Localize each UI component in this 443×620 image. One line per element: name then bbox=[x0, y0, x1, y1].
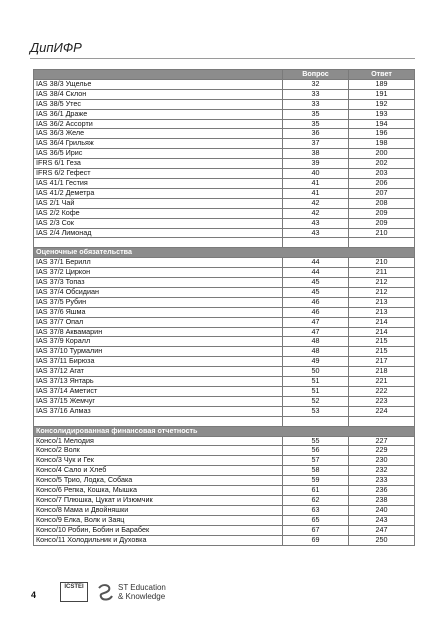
case-name-cell: IAS 37/13 Янтарь bbox=[34, 377, 283, 387]
question-page-cell: 63 bbox=[283, 505, 349, 515]
answer-page-cell: 227 bbox=[349, 436, 415, 446]
question-page-cell: 65 bbox=[283, 515, 349, 525]
table-row bbox=[34, 446, 415, 456]
answer-page-cell: 203 bbox=[349, 169, 415, 179]
question-page-cell: 55 bbox=[283, 436, 349, 446]
case-name-cell: Консо/8 Мама и Двойняшки bbox=[34, 505, 283, 515]
table-row bbox=[34, 99, 415, 109]
case-name-cell: IAS 37/8 Аквамарин bbox=[34, 327, 283, 337]
table-row bbox=[34, 357, 415, 367]
section-header-row bbox=[34, 426, 415, 436]
blank-cell bbox=[34, 238, 283, 248]
table-row bbox=[34, 486, 415, 496]
question-page-cell: 40 bbox=[283, 169, 349, 179]
question-page-cell: 38 bbox=[283, 149, 349, 159]
table-row bbox=[34, 89, 415, 99]
question-page-cell: 59 bbox=[283, 476, 349, 486]
case-name-cell: IAS 36/3 Желе bbox=[34, 129, 283, 139]
table-row bbox=[34, 396, 415, 406]
case-name-cell: Консо/7 Плюшка, Цукат и Изюмчик bbox=[34, 495, 283, 505]
table-row bbox=[34, 337, 415, 347]
case-name-cell: Консо/6 Репка, Кошка, Мышка bbox=[34, 486, 283, 496]
column-header-answer: Ответ bbox=[349, 70, 415, 80]
table-row bbox=[34, 228, 415, 238]
answer-page-cell: 210 bbox=[349, 258, 415, 268]
case-name-cell: IAS 37/7 Опал bbox=[34, 317, 283, 327]
column-header-topic bbox=[34, 70, 283, 80]
case-name-cell: Консо/1 Мелодия bbox=[34, 436, 283, 446]
question-page-cell: 35 bbox=[283, 109, 349, 119]
answer-page-cell: 212 bbox=[349, 278, 415, 288]
table-row bbox=[34, 149, 415, 159]
answer-page-cell: 238 bbox=[349, 495, 415, 505]
question-page-cell: 58 bbox=[283, 466, 349, 476]
case-name-cell: IAS 36/5 Ирис bbox=[34, 149, 283, 159]
table-row bbox=[34, 476, 415, 486]
table-row bbox=[34, 387, 415, 397]
question-page-cell: 46 bbox=[283, 297, 349, 307]
question-page-cell: 61 bbox=[283, 486, 349, 496]
case-name-cell: IAS 36/2 Ассорти bbox=[34, 119, 283, 129]
blank-spacer-row bbox=[34, 238, 415, 248]
answer-page-cell: 240 bbox=[349, 505, 415, 515]
answer-page-cell: 213 bbox=[349, 307, 415, 317]
table-row bbox=[34, 307, 415, 317]
question-page-cell: 52 bbox=[283, 396, 349, 406]
table-header-row bbox=[34, 70, 415, 80]
question-page-cell: 49 bbox=[283, 357, 349, 367]
case-name-cell: IAS 37/4 Обсидиан bbox=[34, 287, 283, 297]
table-row bbox=[34, 377, 415, 387]
answer-page-cell: 236 bbox=[349, 486, 415, 496]
case-name-cell: IAS 38/4 Склон bbox=[34, 89, 283, 99]
table-row bbox=[34, 278, 415, 288]
answer-page-cell: 210 bbox=[349, 228, 415, 238]
question-page-cell: 43 bbox=[283, 228, 349, 238]
table-row bbox=[34, 327, 415, 337]
question-page-cell: 48 bbox=[283, 337, 349, 347]
case-name-cell: IAS 37/14 Аметист bbox=[34, 387, 283, 397]
page-number: 4 bbox=[31, 590, 37, 600]
question-page-cell: 45 bbox=[283, 278, 349, 288]
answer-page-cell: 211 bbox=[349, 268, 415, 278]
table-row bbox=[34, 466, 415, 476]
table-row bbox=[34, 169, 415, 179]
question-page-cell: 36 bbox=[283, 129, 349, 139]
case-name-cell: Консо/3 Чук и Гек bbox=[34, 456, 283, 466]
section-title: Консолидированная финансовая отчетность bbox=[34, 426, 415, 436]
case-name-cell: IAS 36/1 Драже bbox=[34, 109, 283, 119]
answer-page-cell: 230 bbox=[349, 456, 415, 466]
answer-page-cell: 202 bbox=[349, 159, 415, 169]
question-page-cell: 56 bbox=[283, 446, 349, 456]
table-row bbox=[34, 139, 415, 149]
blank-cell bbox=[283, 238, 349, 248]
case-name-cell: IAS 2/3 Сок bbox=[34, 218, 283, 228]
section-header-row bbox=[34, 248, 415, 258]
answer-page-cell: 212 bbox=[349, 287, 415, 297]
table-row bbox=[34, 188, 415, 198]
question-page-cell: 53 bbox=[283, 406, 349, 416]
case-name-cell: IAS 37/1 Берилл bbox=[34, 258, 283, 268]
header-divider bbox=[30, 58, 415, 59]
table-row bbox=[34, 198, 415, 208]
table-row bbox=[34, 287, 415, 297]
answer-page-cell: 229 bbox=[349, 446, 415, 456]
answer-page-cell: 209 bbox=[349, 208, 415, 218]
answer-page-cell: 207 bbox=[349, 188, 415, 198]
question-page-cell: 44 bbox=[283, 258, 349, 268]
case-name-cell: IAS 38/5 Утес bbox=[34, 99, 283, 109]
case-name-cell: Консо/9 Елка, Волк и Заяц bbox=[34, 515, 283, 525]
case-name-cell: IAS 2/1 Чай bbox=[34, 198, 283, 208]
answer-page-cell: 215 bbox=[349, 347, 415, 357]
case-name-cell: IAS 37/12 Агат bbox=[34, 367, 283, 377]
answer-page-cell: 232 bbox=[349, 466, 415, 476]
case-name-cell: IAS 41/1 Гестия bbox=[34, 178, 283, 188]
answer-page-cell: 214 bbox=[349, 317, 415, 327]
answer-page-cell: 214 bbox=[349, 327, 415, 337]
table-row bbox=[34, 347, 415, 357]
case-name-cell: Консо/4 Сало и Хлеб bbox=[34, 466, 283, 476]
case-name-cell: IAS 37/2 Циркон bbox=[34, 268, 283, 278]
question-page-cell: 45 bbox=[283, 287, 349, 297]
answer-page-cell: 221 bbox=[349, 377, 415, 387]
case-name-cell: IAS 37/9 Коралл bbox=[34, 337, 283, 347]
question-page-cell: 57 bbox=[283, 456, 349, 466]
question-page-cell: 42 bbox=[283, 208, 349, 218]
question-page-cell: 42 bbox=[283, 198, 349, 208]
answer-page-cell: 223 bbox=[349, 396, 415, 406]
table-row bbox=[34, 268, 415, 278]
brand-line-1: ST Education bbox=[118, 583, 166, 592]
case-name-cell: IAS 37/11 Бирюза bbox=[34, 357, 283, 367]
question-page-cell: 37 bbox=[283, 139, 349, 149]
brand-line-2: & Knowledge bbox=[118, 592, 166, 601]
answer-page-cell: 192 bbox=[349, 99, 415, 109]
question-page-cell: 50 bbox=[283, 367, 349, 377]
question-page-cell: 67 bbox=[283, 525, 349, 535]
table-row bbox=[34, 367, 415, 377]
case-name-cell: IAS 37/6 Яшма bbox=[34, 307, 283, 317]
table-row bbox=[34, 159, 415, 169]
answer-page-cell: 209 bbox=[349, 218, 415, 228]
table-row bbox=[34, 436, 415, 446]
answer-page-cell: 193 bbox=[349, 109, 415, 119]
case-name-cell: IFRS 6/1 Геза bbox=[34, 159, 283, 169]
question-page-cell: 33 bbox=[283, 99, 349, 109]
case-name-cell: Консо/11 Холодильник и Духовка bbox=[34, 535, 283, 545]
answer-page-cell: 213 bbox=[349, 297, 415, 307]
blank-cell bbox=[283, 416, 349, 426]
case-name-cell: IAS 37/16 Алмаз bbox=[34, 406, 283, 416]
table-row bbox=[34, 258, 415, 268]
question-page-cell: 51 bbox=[283, 377, 349, 387]
table-row bbox=[34, 79, 415, 89]
table-row bbox=[34, 129, 415, 139]
answer-page-cell: 247 bbox=[349, 525, 415, 535]
case-name-cell: IAS 2/4 Лимонад bbox=[34, 228, 283, 238]
question-page-cell: 46 bbox=[283, 307, 349, 317]
question-page-cell: 41 bbox=[283, 188, 349, 198]
question-page-cell: 48 bbox=[283, 347, 349, 357]
reference-table bbox=[33, 69, 415, 546]
answer-page-cell: 189 bbox=[349, 79, 415, 89]
answer-page-cell: 206 bbox=[349, 178, 415, 188]
table-row bbox=[34, 178, 415, 188]
answer-page-cell: 208 bbox=[349, 198, 415, 208]
table-row bbox=[34, 495, 415, 505]
table-row bbox=[34, 218, 415, 228]
question-page-cell: 51 bbox=[283, 387, 349, 397]
question-page-cell: 39 bbox=[283, 159, 349, 169]
answer-page-cell: 200 bbox=[349, 149, 415, 159]
column-header-question: Вопрос bbox=[283, 70, 349, 80]
case-name-cell: Консо/10 Робин, Бобин и Барабек bbox=[34, 525, 283, 535]
table-row bbox=[34, 297, 415, 307]
answer-page-cell: 215 bbox=[349, 337, 415, 347]
case-name-cell: Консо/5 Трио, Лодка, Собака bbox=[34, 476, 283, 486]
answer-page-cell: 194 bbox=[349, 119, 415, 129]
table-row bbox=[34, 119, 415, 129]
partner-logo bbox=[60, 582, 88, 602]
table-row bbox=[34, 317, 415, 327]
table-row bbox=[34, 456, 415, 466]
question-page-cell: 62 bbox=[283, 495, 349, 505]
answer-page-cell: 243 bbox=[349, 515, 415, 525]
question-page-cell: 43 bbox=[283, 218, 349, 228]
blank-cell bbox=[349, 416, 415, 426]
question-page-cell: 47 bbox=[283, 327, 349, 337]
table-row bbox=[34, 406, 415, 416]
case-name-cell: IAS 37/15 Жемчуг bbox=[34, 396, 283, 406]
blank-spacer-row bbox=[34, 416, 415, 426]
question-page-cell: 69 bbox=[283, 535, 349, 545]
blank-cell bbox=[34, 416, 283, 426]
answer-page-cell: 222 bbox=[349, 387, 415, 397]
partner-logo-text: ICSTEI bbox=[64, 584, 84, 590]
answer-page-cell: 198 bbox=[349, 139, 415, 149]
section-title: Оценочные обязательства bbox=[34, 248, 415, 258]
case-name-cell: IAS 37/3 Топаз bbox=[34, 278, 283, 288]
question-page-cell: 32 bbox=[283, 79, 349, 89]
question-page-cell: 41 bbox=[283, 178, 349, 188]
answer-page-cell: 224 bbox=[349, 406, 415, 416]
case-name-cell: IAS 37/5 Рубин bbox=[34, 297, 283, 307]
answer-page-cell: 196 bbox=[349, 129, 415, 139]
blank-cell bbox=[349, 238, 415, 248]
table-row bbox=[34, 535, 415, 545]
question-page-cell: 35 bbox=[283, 119, 349, 129]
answer-page-cell: 217 bbox=[349, 357, 415, 367]
table-row bbox=[34, 525, 415, 535]
table-body bbox=[34, 79, 415, 545]
question-page-cell: 47 bbox=[283, 317, 349, 327]
case-name-cell: Консо/2 Волк bbox=[34, 446, 283, 456]
table-row bbox=[34, 515, 415, 525]
page-header-title: ДипИФР bbox=[30, 40, 82, 55]
case-name-cell: IAS 2/2 Кофе bbox=[34, 208, 283, 218]
answer-page-cell: 250 bbox=[349, 535, 415, 545]
answer-page-cell: 218 bbox=[349, 367, 415, 377]
table-row bbox=[34, 109, 415, 119]
st-brand-logo-icon bbox=[95, 582, 115, 602]
case-name-cell: IAS 37/10 Турмалин bbox=[34, 347, 283, 357]
table-row bbox=[34, 505, 415, 515]
case-name-cell: IAS 41/2 Деметра bbox=[34, 188, 283, 198]
answer-page-cell: 191 bbox=[349, 89, 415, 99]
case-name-cell: IAS 36/4 Грильяж bbox=[34, 139, 283, 149]
case-name-cell: IAS 38/3 Ущелье bbox=[34, 79, 283, 89]
brand-name bbox=[118, 583, 166, 601]
case-name-cell: IFRS 6/2 Гефест bbox=[34, 169, 283, 179]
answer-page-cell: 233 bbox=[349, 476, 415, 486]
question-page-cell: 44 bbox=[283, 268, 349, 278]
question-page-cell: 33 bbox=[283, 89, 349, 99]
table-row bbox=[34, 208, 415, 218]
